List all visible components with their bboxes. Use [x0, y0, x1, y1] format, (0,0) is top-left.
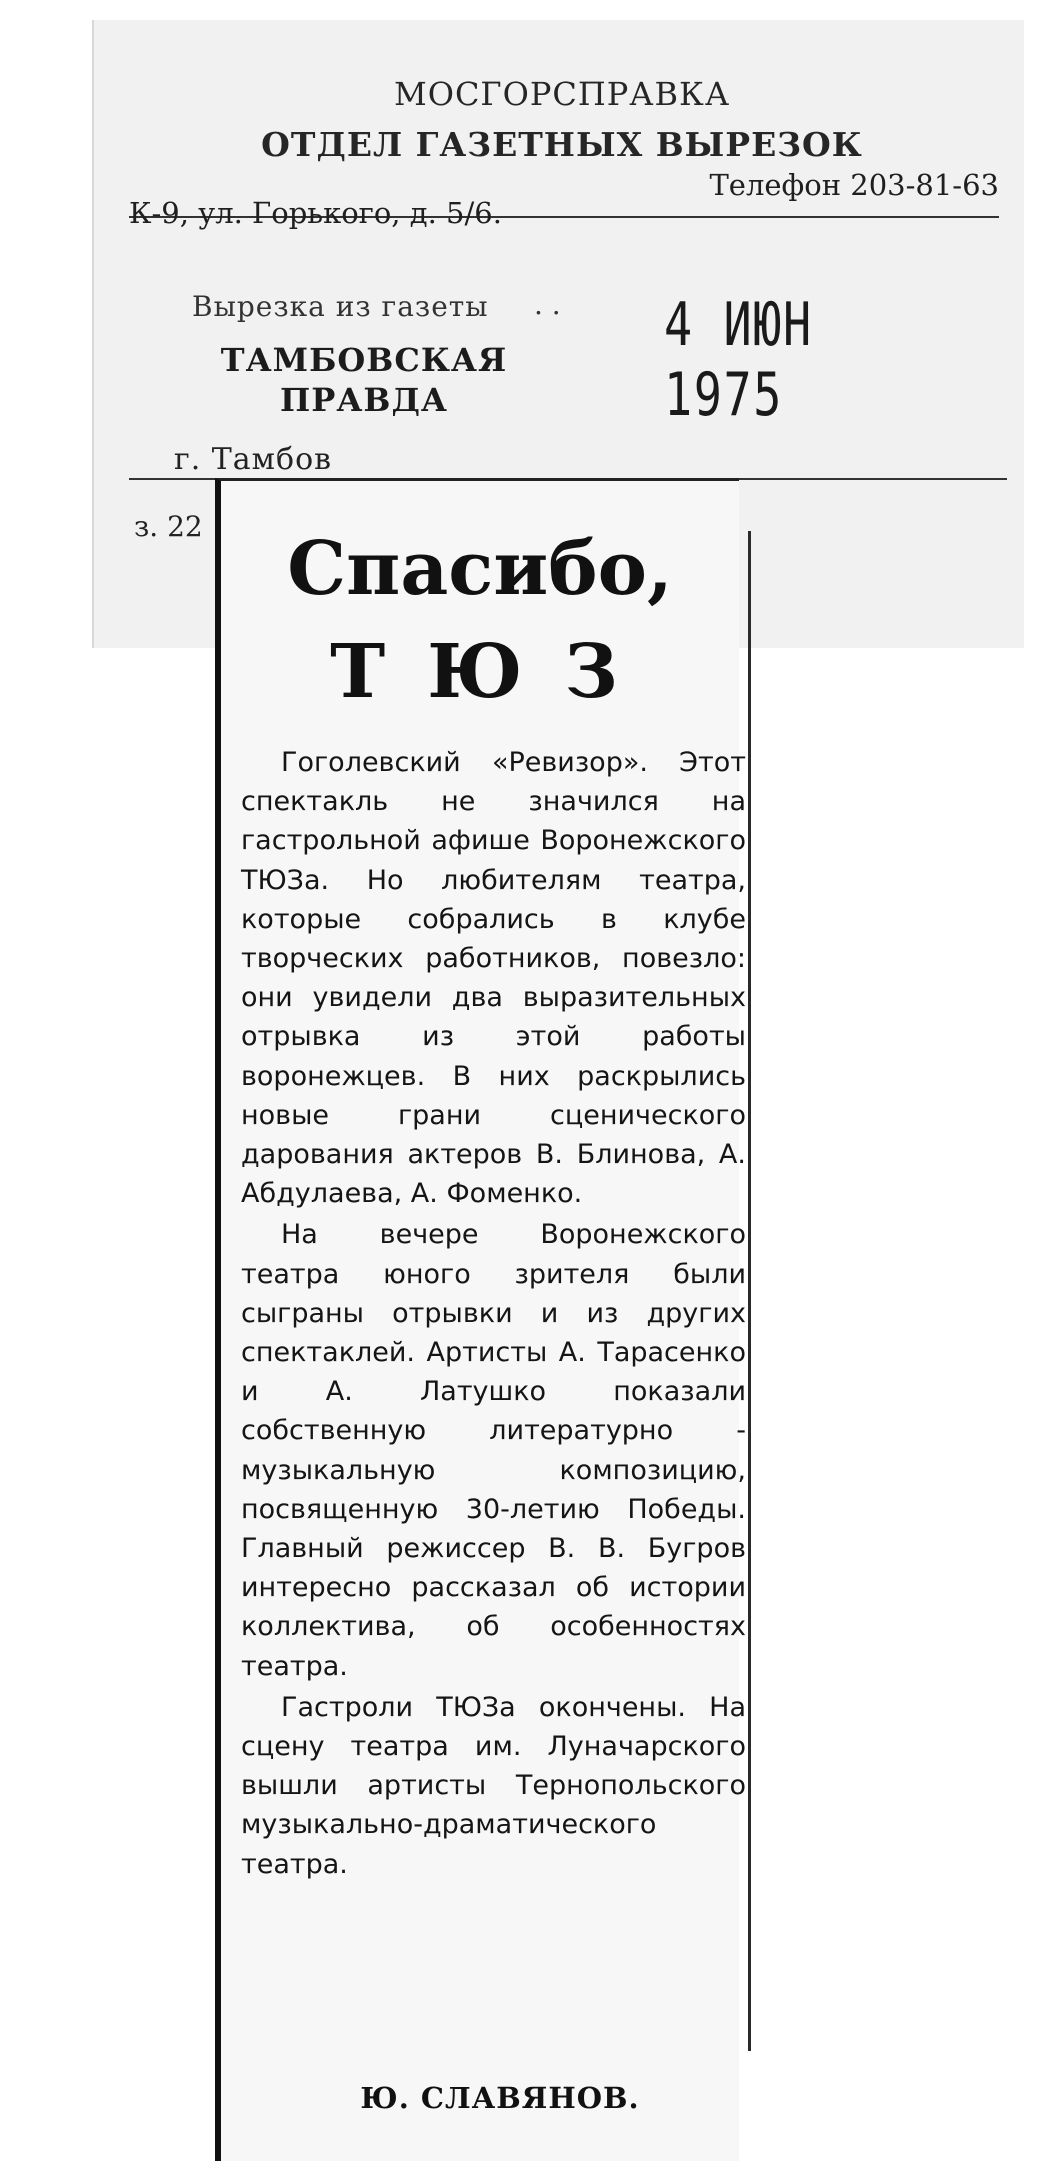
article-paragraph: На вечере Воронежского театра юного зрителя были сыграны отрывки и из других спектаклей. Артисты А. Тарасенко и А. Латушко показали собственную литературно - музыкальную композицию, посвященную 30-летию Победы. Главный режиссер В. В. Бугров интересно рассказал об истории коллектива, об особенностях театра. — [241, 1219, 746, 1682]
article-body — [241, 743, 746, 1884]
article-headline-line2: ТЮЗ — [330, 629, 660, 715]
city-row — [129, 438, 1007, 480]
newspaper-name-line2: ПРАВДА — [280, 381, 448, 419]
article-byline: Ю. СЛАВЯНОВ. — [360, 2081, 640, 2115]
newspaper-name — [219, 340, 509, 420]
bureau-department: ОТДЕЛ ГАЗЕТНЫХ ВЫРЕЗОК — [261, 125, 863, 164]
clipping-dots: . . — [534, 288, 561, 321]
bureau-address: К-9, ул. Горького, д. 5/6. — [129, 196, 502, 230]
newspaper-name-line1: ТАМБОВСКАЯ — [220, 341, 508, 379]
clipping-label: Вырезка из газеты — [192, 290, 489, 323]
order-number: з. 22 — [134, 510, 203, 543]
bureau-phone: Телефон 203-81-63 — [709, 168, 999, 202]
address-row — [129, 168, 999, 230]
newspaper-city: г. Тамбов — [174, 442, 333, 477]
column-rule — [748, 531, 751, 2051]
date-stamp: 4 ИЮН 1975 — [664, 290, 813, 430]
article-headline-line1: Спасибо, — [287, 526, 673, 612]
bureau-name: МОСГОРСПРАВКА — [393, 75, 731, 113]
article-paragraph: Гастроли ТЮЗа окончены. На сцену театра им. Луначарского вышли артисты Тернопольского музыкально-драматического театра. — [241, 1691, 746, 1880]
article-paragraph: Гоголевский «Ревизор». Этот спектакль не значился на гастрольной афише Воронежского ТЮЗа. Но любителям театра, которые собрались в клубе творческих работников, повезло: они увидели два выразительных отрывка из этой работы воронежцев. В них раскрылись новые грани сценического дарования актеров В. Блинова, А. Абдулаева, А. Фоменко. — [241, 747, 746, 1210]
newspaper-article — [215, 478, 746, 2161]
